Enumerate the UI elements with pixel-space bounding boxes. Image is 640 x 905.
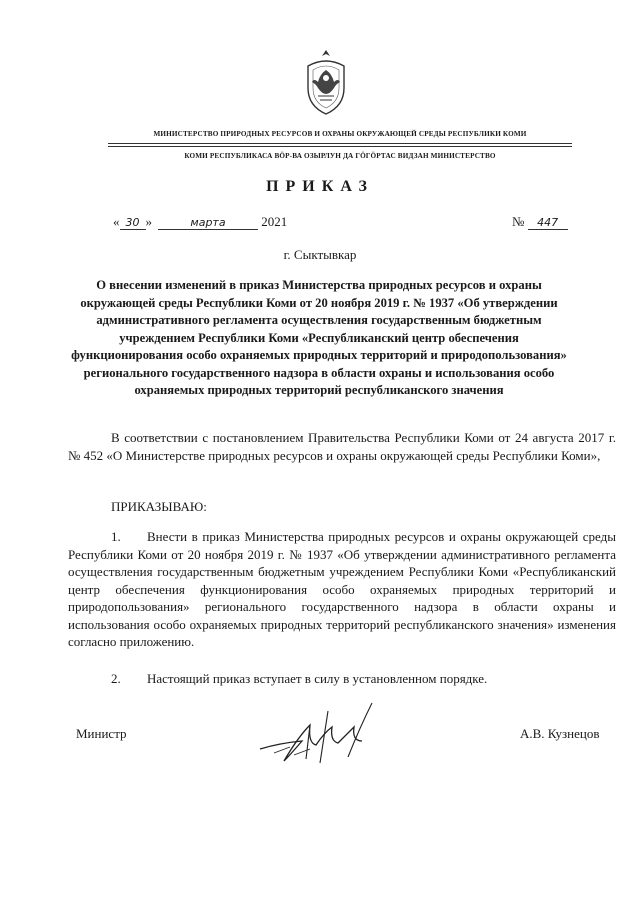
coat-of-arms-icon (300, 48, 352, 116)
document-heading: О внесении изменений в приказ Министерства природных ресурсов и охраны окружающей среды Республики Коми от 20 ноября 2019 г. № 1937 «Об утверждении административного регламента осуществления государственным бюджетным учреждением Республики Коми «Республиканский центр обеспечения функционирования особо охраняемых природных территорий и природопользования» регионального государственного надзора в области охраны и использования особо охраняемых природных территорий республиканского значения (71, 278, 567, 397)
date-year: 2021 (261, 214, 288, 229)
preamble-paragraph: В соответствии с постановлением Правительства Республики Коми от 24 августа 2017 г. № 452 «О Министерстве природных ресурсов и охраны окружающей среды Республики Коми», (68, 430, 616, 463)
order-item-2 (68, 670, 616, 688)
order-item-number: 2. (111, 671, 121, 686)
number-prefix: № (512, 214, 525, 229)
number-value: 447 (528, 217, 568, 230)
handwritten-signature (250, 697, 390, 767)
date-quote-open: « (113, 214, 120, 229)
signer-name: А.В. Кузнецов (520, 726, 600, 741)
date-quote-close: » (145, 214, 152, 229)
header-rule-thin (108, 146, 572, 147)
order-item-number: 1. (111, 529, 121, 544)
header-rule-thick (108, 143, 572, 144)
document-date (113, 214, 287, 230)
document-number (512, 214, 568, 230)
document-title: ПРИКАЗ (266, 178, 374, 195)
order-item-1 (68, 528, 616, 651)
order-item-text: Внести в приказ Министерства природных ресурсов и охраны окружающей среды Республики Коми от 20 ноября 2019 г. № 1937 «Об утверждении административного регламента осуществления государственным бюджетным учреждением Республики Коми «Республиканский центр обеспечения функционирования особо охраняемых природных территорий и природопользования» регионального государственного надзора в области охраны и использования особо охраняемых природных территорий республиканского значения» изменения согласно приложению. (68, 529, 616, 649)
signer-role: Министр (76, 726, 127, 741)
order-word: ПРИКАЗЫВАЮ: (111, 499, 207, 514)
document-city: г. Сыктывкар (283, 247, 357, 262)
order-item-text: Настоящий приказ вступает в силу в установленном порядке. (147, 671, 488, 686)
date-day: 30 (120, 217, 146, 230)
date-month: марта (158, 217, 258, 230)
ministry-name-ru: МИНИСТЕРСТВО ПРИРОДНЫХ РЕСУРСОВ И ОХРАНЫ ОКРУЖАЮЩЕЙ СРЕДЫ РЕСПУБЛИКИ КОМИ (153, 130, 527, 138)
ministry-name-komi: КОМИ РЕСПУБЛИКАСА ВӦР-ВА ОЗЫРЛУН ДА ГӦГӦРТАС ВИДЗАН МИНИСТЕРСТВО (184, 152, 496, 160)
